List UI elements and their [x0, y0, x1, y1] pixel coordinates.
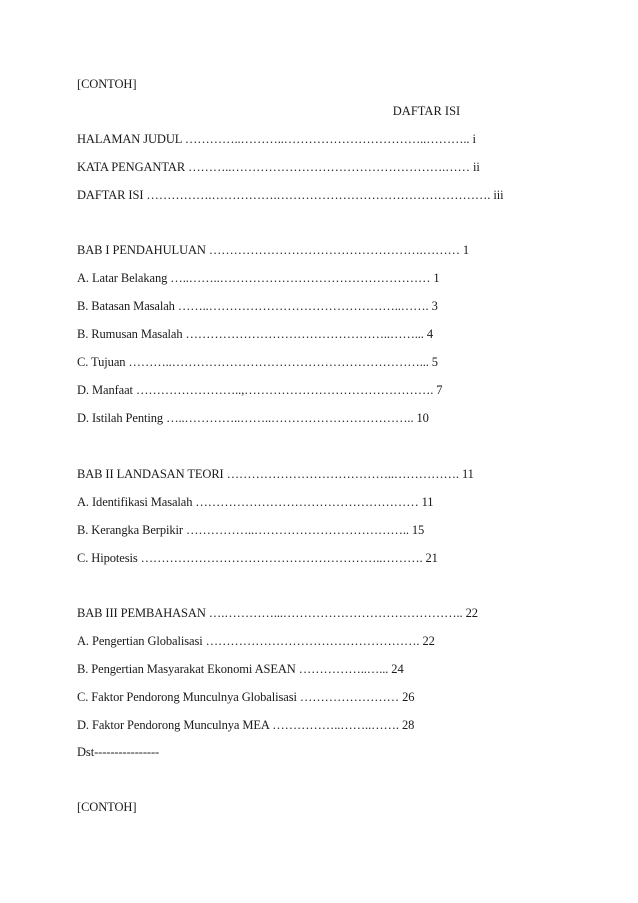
- toc-entry-kata-pengantar: KATA PENGANTAR ………..…………………………………………….…… ii: [77, 160, 480, 174]
- toc-entry-rumusan-masalah: B. Rumusan Masalah …………………………………………..……... 4: [77, 327, 434, 341]
- toc-entry-daftar-isi: DAFTAR ISI …………….…………….……………………………………………. iii: [77, 188, 504, 202]
- toc-entry-faktor-globalisasi: C. Faktor Pendorong Munculnya Globalisasi …………………… 26: [77, 690, 415, 704]
- toc-entry-latar-belakang: A. Latar Belakang …..……..…………………………………………… 1: [77, 271, 440, 285]
- header-label: [CONTOH]: [77, 77, 137, 91]
- title-text: DAFTAR ISI: [392, 104, 461, 118]
- toc-entry-hipotesis: C. Hipotesis …………………………………………………..………. 21: [77, 551, 438, 565]
- page-title: [0, 104, 638, 118]
- toc-entry-kerangka-berpikir: B. Kerangka Berpikir ……………..……………………………….. 15: [77, 523, 425, 537]
- toc-entry-bab-2: BAB II LANDASAN TEORI …………………………………..……………. 11: [77, 467, 474, 481]
- continuation-marker: Dst----------------: [77, 745, 160, 759]
- toc-entry-manfaat: D. Manfaat ……………………..,………………………………………. 7: [77, 383, 443, 397]
- footer-label: [CONTOH]: [77, 800, 137, 814]
- toc-entry-pengertian-mea: B. Pengertian Masyarakat Ekonomi ASEAN ……………..…... 24: [77, 662, 404, 676]
- toc-entry-bab-1: BAB I PENDAHULUAN …………………………………………….……… 1: [77, 243, 470, 257]
- toc-entry-batasan-masalah: B. Batasan Masalah ……..………………………………………..……. 3: [77, 299, 438, 313]
- toc-entry-identifikasi-masalah: A. Identifikasi Masalah ……………………………………………… 11: [77, 495, 434, 509]
- toc-entry-halaman-judul: HALAMAN JUDUL …………..………..……………………………..……….. i: [77, 132, 476, 146]
- toc-entry-tujuan: C. Tujuan ………..……………………………………………………... 5: [77, 355, 438, 369]
- toc-entry-istilah-penting: D. Istilah Penting …..…………..……..…………………………….. 10: [77, 411, 429, 425]
- toc-entry-faktor-mea: D. Faktor Pendorong Munculnya MEA ……………..……..……. 28: [77, 718, 415, 732]
- toc-entry-bab-3: BAB III PEMBAHASAN ….…………...…………………………………….. 22: [77, 606, 478, 620]
- toc-entry-pengertian-globalisasi: A. Pengertian Globalisasi ……………………………………………. 22: [77, 634, 435, 648]
